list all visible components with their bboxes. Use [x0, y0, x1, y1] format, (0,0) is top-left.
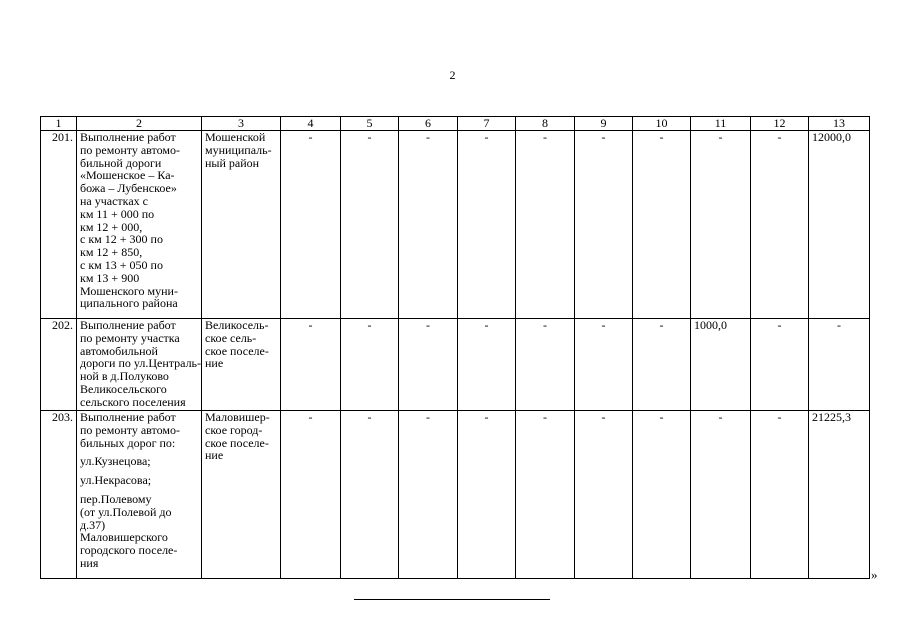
column-header: 10 — [633, 117, 691, 131]
description-line: бильной дороги — [80, 155, 162, 170]
description-line: по ремонту автомо- — [80, 142, 180, 157]
amount-cell: - — [809, 319, 870, 411]
municipality-line: Маловишер- — [205, 410, 270, 424]
column-header: 7 — [458, 117, 516, 131]
amount-cell: - — [575, 319, 633, 411]
table-row — [41, 411, 870, 579]
description-line: ной в д.Полуково — [80, 369, 169, 384]
page-number: 2 — [449, 68, 456, 82]
work-description — [77, 411, 202, 579]
amount-cell: - — [341, 131, 399, 319]
description-line: км 12 + 850, — [80, 245, 143, 260]
municipality-line: муниципаль- — [205, 142, 272, 157]
amount-cell: - — [458, 319, 516, 411]
amount-cell: - — [691, 411, 751, 579]
description-line: городского поселе- — [80, 543, 178, 558]
description-line: (от ул.Полевой до — [80, 504, 172, 519]
description-line: божа – Лубенское» — [80, 181, 177, 196]
amount-cell: - — [399, 131, 458, 319]
column-header: 13 — [809, 117, 870, 131]
description-line: с км 13 + 050 по — [80, 257, 163, 272]
amount-cell: - — [281, 411, 341, 579]
description-line: Маловишерского — [80, 530, 168, 545]
description-line: по ремонту автомо- — [80, 422, 180, 437]
municipality-line: ское поселе- — [205, 343, 269, 358]
column-number-row — [41, 117, 870, 131]
row-number: 202. — [41, 319, 77, 411]
amount-cell: - — [516, 131, 575, 319]
municipality-line: ское город- — [205, 422, 263, 437]
amount-cell: - — [751, 131, 809, 319]
municipality-line: ние — [205, 356, 224, 371]
description-line: ул.Кузнецова; — [80, 454, 151, 469]
amount-cell: - — [281, 319, 341, 411]
municipality-line: Великосель- — [205, 318, 269, 332]
description-line: бильных дорог по: — [80, 435, 176, 450]
description-line: сельского поселения — [80, 394, 186, 409]
column-header: 2 — [77, 117, 202, 131]
budget-table — [40, 116, 870, 579]
amount-cell: - — [399, 319, 458, 411]
amount-cell: - — [633, 411, 691, 579]
amount-cell: 12000,0 — [809, 131, 870, 319]
description-line: Выполнение работ — [80, 318, 176, 332]
column-header: 6 — [399, 117, 458, 131]
description-line: ния — [80, 555, 99, 570]
column-header: 12 — [751, 117, 809, 131]
amount-cell: - — [458, 131, 516, 319]
description-line: на участках с — [80, 193, 148, 208]
amount-cell: - — [633, 319, 691, 411]
footer-rule — [354, 599, 550, 600]
work-description — [77, 319, 202, 411]
description-line: км 13 + 900 — [80, 270, 140, 285]
amount-cell: - — [633, 131, 691, 319]
amount-cell: - — [516, 411, 575, 579]
row-number: 203. — [41, 411, 77, 579]
amount-cell: - — [575, 411, 633, 579]
amount-cell: - — [399, 411, 458, 579]
municipality-line: ние — [205, 448, 224, 463]
description-line: автомобильной — [80, 343, 158, 358]
amount-cell: - — [341, 411, 399, 579]
amount-cell: 21225,3 — [809, 411, 870, 579]
description-line: ципального района — [80, 296, 178, 311]
column-header: 8 — [516, 117, 575, 131]
municipality-line: ный район — [205, 155, 260, 170]
municipality — [202, 411, 281, 579]
amount-cell: - — [691, 131, 751, 319]
row-number: 201. — [41, 131, 77, 319]
description-line: Мошенского муни- — [80, 283, 178, 298]
municipality-line: ское поселе- — [205, 435, 269, 450]
amount-cell: - — [751, 411, 809, 579]
amount-cell: - — [341, 319, 399, 411]
column-header: 5 — [341, 117, 399, 131]
municipality-line: ское сель- — [205, 330, 257, 345]
amount-cell: - — [516, 319, 575, 411]
description-line: по ремонту участка — [80, 330, 180, 345]
description-line: «Мошенское – Ка- — [80, 168, 175, 183]
amount-cell: - — [751, 319, 809, 411]
closing-quote: » — [871, 567, 878, 582]
description-line: пер.Полевому — [80, 491, 152, 506]
description-line: км 11 + 000 по — [80, 206, 155, 221]
description-line: с км 12 + 300 по — [80, 232, 163, 247]
description-line: Выполнение работ — [80, 130, 176, 144]
municipality — [202, 131, 281, 319]
municipality-line: Мошенской — [205, 130, 266, 144]
column-header: 3 — [202, 117, 281, 131]
description-line: д.37) — [80, 517, 106, 532]
table-row — [41, 131, 870, 319]
amount-cell: - — [281, 131, 341, 319]
description-line: дороги по ул.Централь- — [80, 356, 202, 371]
description-line: Великосельского — [80, 381, 167, 396]
table-row — [41, 319, 870, 411]
column-header: 1 — [41, 117, 77, 131]
column-header: 9 — [575, 117, 633, 131]
amount-cell: - — [458, 411, 516, 579]
amount-cell: - — [575, 131, 633, 319]
description-line: Выполнение работ — [80, 410, 176, 424]
description-line: км 12 + 000, — [80, 219, 143, 234]
work-description — [77, 131, 202, 319]
column-header: 4 — [281, 117, 341, 131]
column-header: 11 — [691, 117, 751, 131]
municipality — [202, 319, 281, 411]
amount-cell: 1000,0 — [691, 319, 751, 411]
description-line: ул.Некрасова; — [80, 473, 152, 488]
